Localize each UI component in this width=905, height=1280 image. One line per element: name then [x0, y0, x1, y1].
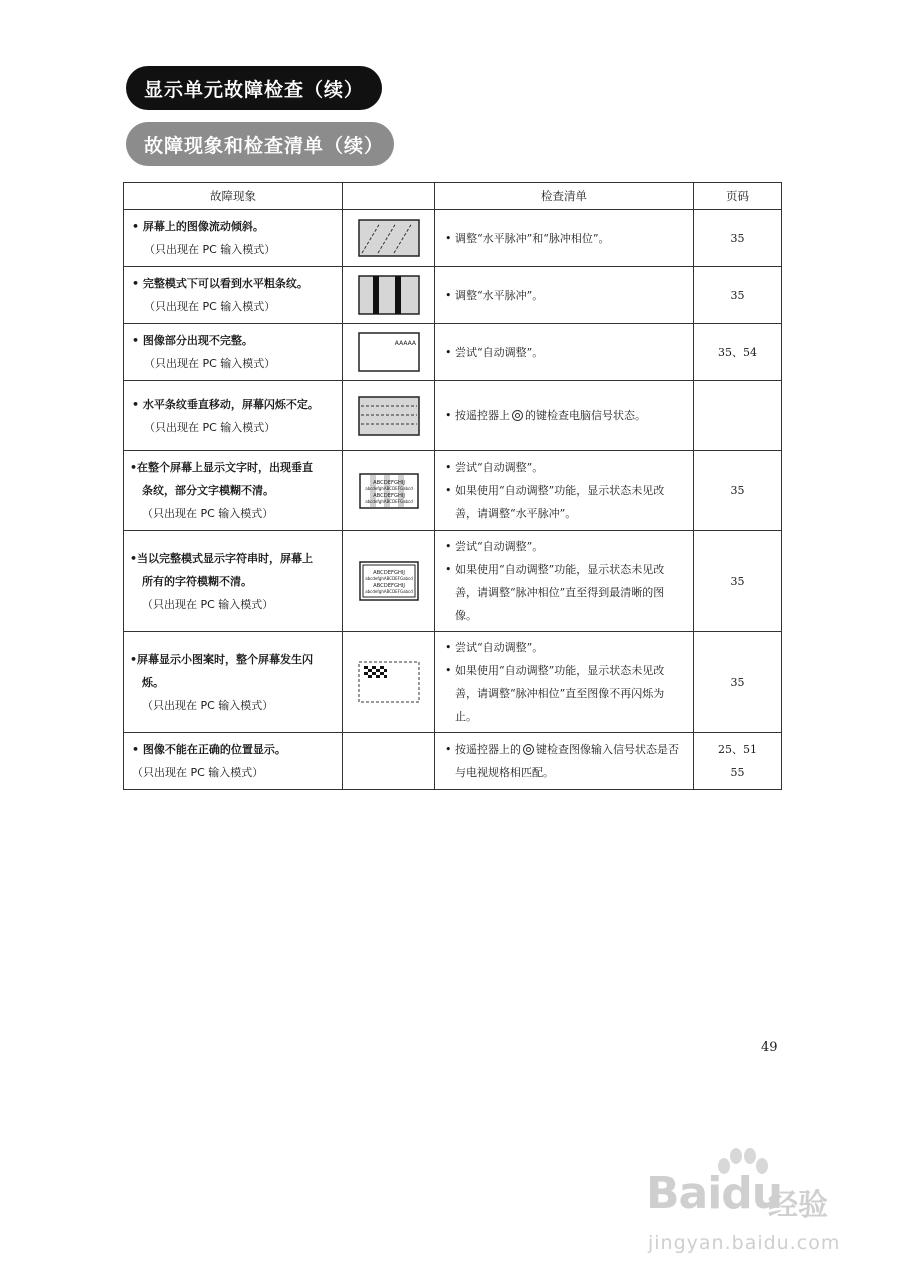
picture-cell	[343, 210, 435, 267]
symptom-cell	[124, 531, 343, 632]
horizontal-lines-illustration	[358, 396, 420, 436]
remote-button-icon	[512, 410, 523, 421]
picture-cell	[343, 632, 435, 733]
picture-text: abcdefghABCDEFGabcd	[364, 485, 413, 491]
symptom-cell	[124, 381, 343, 451]
check-item: • 尝试“自动调整”。	[445, 540, 544, 553]
page-cell: 35	[694, 632, 782, 733]
check-item: • 尝试“自动调整”。	[445, 461, 544, 474]
page-cell	[694, 381, 782, 451]
page-cell: 35	[694, 531, 782, 632]
checklist-cell	[435, 632, 694, 733]
blurred-text-illustration	[359, 561, 419, 601]
symptom-line: •当以完整模式显示字符串时，屏幕上	[130, 551, 314, 565]
checklist-cell	[435, 451, 694, 531]
check-item: • 尝试“自动调整”。	[445, 345, 544, 359]
picture-text: ABCDEFGHIJ	[372, 583, 405, 589]
symptom-cell	[124, 451, 343, 531]
page-cell: 35、54	[694, 324, 782, 381]
check-item: • 调整“水平脉冲”。	[445, 288, 544, 302]
symptom-line: • 图像部分出现不完整。	[132, 334, 253, 347]
watermark-brand: Baidu	[646, 1168, 783, 1219]
check-item: • 调整“水平脉冲”和“脉冲相位”。	[445, 231, 610, 245]
checklist-cell	[435, 324, 694, 381]
page-cell: 35	[694, 451, 782, 531]
symptom-line: 烁。	[142, 675, 164, 689]
symptom-line: （只出现在 PC 输入模式）	[132, 766, 264, 779]
check-item: • 如果使用“自动调整”功能，显示状态未见改善，请调整“水平脉冲”。	[445, 484, 665, 520]
checklist-cell	[435, 733, 694, 790]
picture-cell	[343, 531, 435, 632]
thick-stripes-illustration	[358, 275, 420, 315]
symptom-cell	[124, 210, 343, 267]
header-page: 页码	[694, 183, 782, 210]
symptom-cell	[124, 733, 343, 790]
picture-text: AAAAA	[394, 340, 416, 347]
page-number: 49	[761, 1040, 778, 1055]
table-row	[124, 210, 782, 267]
picture-text: abcdefghABCDEFGabcd	[364, 576, 413, 581]
checklist-cell	[435, 381, 694, 451]
symptom-line: • 水平条纹垂直移动，屏幕闪烁不定。	[132, 397, 319, 411]
table-row	[124, 267, 782, 324]
check-item: • 如果使用“自动调整”功能，显示状态未见改善，请调整“脉冲相位”直至图像不再闪烁为止。	[445, 664, 665, 723]
skewed-image-illustration	[358, 219, 420, 257]
symptom-cell	[124, 632, 343, 733]
checklist-cell	[435, 210, 694, 267]
symptom-line: • 屏幕上的图像流动倾斜。	[132, 220, 264, 233]
symptom-line: （只出现在 PC 输入模式）	[144, 420, 276, 434]
picture-text: ABCDEFGHIJ	[372, 479, 405, 486]
baidu-watermark	[640, 1150, 870, 1260]
symptom-line: （只出现在 PC 输入模式）	[144, 243, 276, 256]
table-row	[124, 531, 782, 632]
table-row	[124, 733, 782, 790]
page-cell: 25、51 55	[694, 733, 782, 790]
section-title: 显示单元故障检查（续）	[126, 66, 382, 110]
header-checklist: 检查清单	[435, 183, 694, 210]
page-cell: 35	[694, 267, 782, 324]
check-item: • 如果使用“自动调整”功能，显示状态未见改善，请调整“脉冲相位”直至得到最清晰的图像。	[445, 563, 665, 622]
checklist-cell	[435, 267, 694, 324]
symptom-cell	[124, 324, 343, 381]
picture-cell	[343, 381, 435, 451]
check-item: • 尝试“自动调整”。	[445, 641, 544, 654]
page-cell: 35	[694, 210, 782, 267]
remote-button-icon	[523, 744, 534, 755]
symptom-line: • 图像不能在正确的位置显示。	[132, 743, 286, 756]
watermark-site: jingyan.baidu.com	[648, 1232, 841, 1254]
watermark-brand-cn: 经验	[768, 1188, 828, 1223]
symptom-line: •在整个屏幕上显示文字时，出现垂直	[130, 461, 314, 474]
table-row	[124, 451, 782, 531]
picture-text: ABCDEFGHIJ	[372, 570, 405, 576]
symptom-line: （只出现在 PC 输入模式）	[144, 357, 276, 370]
picture-cell	[343, 267, 435, 324]
checker-pattern-illustration	[358, 661, 420, 703]
symptom-cell	[124, 267, 343, 324]
header-picture	[343, 183, 435, 210]
symptom-line: •屏幕显示小图案时，整个屏幕发生闪	[130, 652, 314, 666]
table-row	[124, 632, 782, 733]
vertical-stripes-text-illustration	[359, 473, 419, 509]
table-row	[124, 381, 782, 451]
picture-cell	[343, 733, 435, 790]
partial-image-illustration	[358, 332, 420, 372]
symptom-line: （只出现在 PC 输入模式）	[142, 698, 274, 712]
trouble-table	[123, 182, 782, 790]
picture-text: ABCDEFGHIJ	[372, 492, 405, 499]
header-symptom: 故障现象	[124, 183, 343, 210]
symptom-line: （只出现在 PC 输入模式）	[144, 300, 276, 313]
checklist-cell	[435, 531, 694, 632]
picture-cell	[343, 324, 435, 381]
table-row	[124, 324, 782, 381]
symptom-line: • 完整模式下可以看到水平粗条纹。	[132, 277, 308, 290]
check-item: • 按遥控器上的 键检查图像输入信号状态是否与电视规格相匹配。	[445, 743, 679, 779]
symptom-line: （只出现在 PC 输入模式）	[142, 597, 274, 611]
section-subtitle: 故障现象和检查清单（续）	[126, 122, 394, 166]
symptom-line: 所有的字符模糊不清。	[142, 574, 252, 588]
picture-text: abcdefghABCDEFGabcd	[364, 498, 413, 504]
table-header-row	[124, 183, 782, 210]
symptom-line: （只出现在 PC 输入模式）	[142, 507, 274, 520]
picture-text: abcdefghABCDEFGabcd	[364, 589, 413, 594]
check-item: • 按遥控器上 的键检查电脑信号状态。	[445, 409, 646, 422]
symptom-line: 条纹，部分文字模糊不清。	[142, 484, 274, 497]
picture-cell	[343, 451, 435, 531]
